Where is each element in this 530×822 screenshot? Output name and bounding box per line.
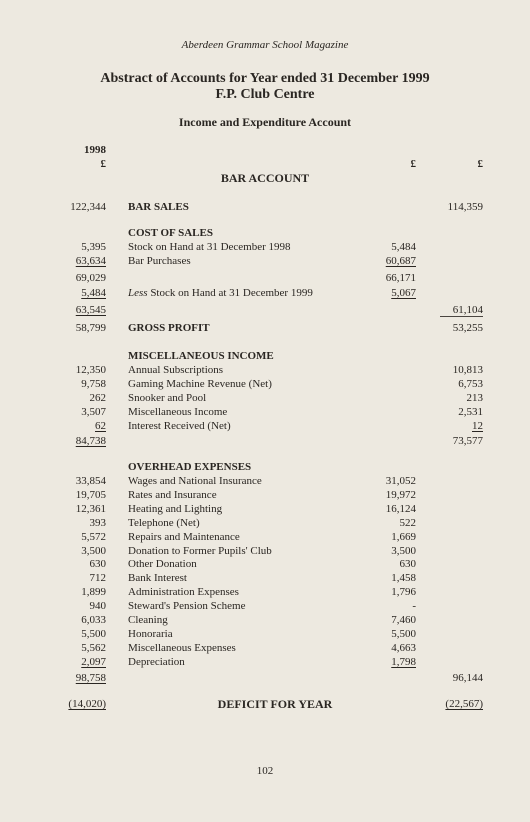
page-title: [0, 71, 530, 103]
title-line-1: Abstract of Accounts for Year ended 31 December 1999: [100, 71, 430, 86]
section-bar-account: BAR ACCOUNT: [220, 171, 310, 185]
col-year-header: 1998: [84, 144, 106, 156]
col-amount-currency: £: [410, 158, 416, 170]
page-number: 102: [256, 765, 274, 777]
col-prev-currency: £: [100, 158, 106, 170]
title-line-2: F.P. Club Centre: [215, 87, 315, 102]
misc-income-heading: MISCELLANEOUS INCOME: [128, 350, 274, 362]
overhead-expenses-heading: OVERHEAD EXPENSES: [128, 461, 252, 473]
col-total-currency: £: [477, 158, 483, 170]
account-subtitle: Income and Expenditure Account: [178, 115, 352, 129]
magazine-header: Aberdeen Grammar School Magazine: [181, 39, 349, 51]
cost-of-sales-heading: COST OF SALES: [128, 227, 213, 239]
gross-profit-rule: [440, 316, 483, 317]
